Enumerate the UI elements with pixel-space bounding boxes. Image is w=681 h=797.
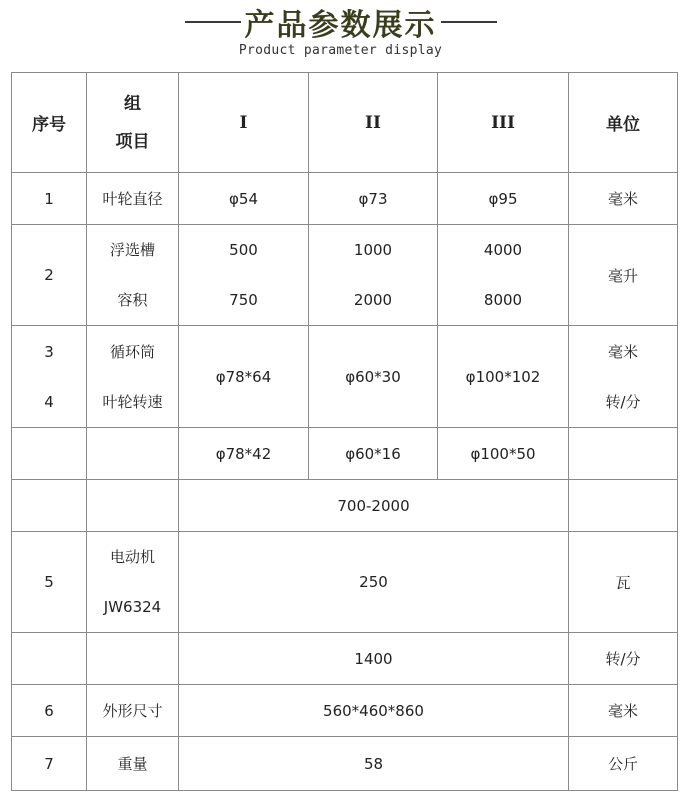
row3-value-3: φ100*102: [438, 326, 569, 428]
row3-item-line2: 叶轮转速: [102, 392, 163, 411]
page-subtitle: Product parameter display: [238, 43, 443, 58]
table-row: [12, 685, 678, 737]
row6-item: [87, 532, 179, 633]
header-seq: 序号: [12, 73, 87, 173]
row3-unit-b: 转/分: [605, 392, 641, 411]
row9-value: 58: [179, 737, 569, 791]
row1-value-1: φ54: [179, 173, 309, 225]
row2-value-3: [438, 225, 569, 326]
row3-seq-b: 4: [44, 392, 54, 411]
row5-unit: [569, 480, 678, 532]
row4-item: [87, 428, 179, 480]
table-row: [12, 173, 678, 225]
row3-unit-a: 毫米: [607, 342, 638, 361]
row8-unit: 毫米: [569, 685, 678, 737]
row4-value-3: φ100*50: [438, 428, 569, 480]
row3-unit: [569, 326, 678, 428]
row6-item-line2: JW6324: [103, 598, 162, 616]
row2-value-1a: 500: [229, 241, 258, 259]
row9-seq: 7: [12, 737, 87, 791]
row6-value: 250: [179, 532, 569, 633]
row3-value-1: φ78*64: [179, 326, 309, 428]
row8-seq: 6: [12, 685, 87, 737]
parameter-table: [11, 72, 678, 791]
row3-seq: [12, 326, 87, 428]
header-col-2: II: [309, 73, 438, 173]
row1-seq: 1: [12, 173, 87, 225]
page-title: 产品参数展示: [244, 8, 437, 43]
header-group-line2: 项目: [115, 131, 150, 152]
header-group: [87, 73, 179, 173]
table-header-row: [12, 73, 678, 173]
table-row: [12, 225, 678, 326]
table-row: [12, 633, 678, 685]
row9-item: 重量: [87, 737, 179, 791]
row2-value-2: [309, 225, 438, 326]
row4-value-2: φ60*16: [309, 428, 438, 480]
row4-unit: [569, 428, 678, 480]
header-group-line1: 组: [124, 93, 141, 114]
row3-item-line1: 循环筒: [109, 342, 155, 361]
table-row: [12, 480, 678, 532]
row2-value-3a: 4000: [483, 241, 523, 259]
title-right-rule: [441, 21, 497, 23]
row7-item: [87, 633, 179, 685]
header-unit: 单位: [569, 73, 678, 173]
title-left-rule: [185, 21, 241, 23]
row2-item-line1: 浮选槽: [109, 241, 155, 259]
row2-value-2b: 2000: [353, 291, 393, 309]
header-col-3: III: [438, 73, 569, 173]
row6-item-line1: 电动机: [109, 548, 155, 566]
row9-unit: 公斤: [569, 737, 678, 791]
row7-unit: 转/分: [569, 633, 678, 685]
row2-value-1b: 750: [229, 291, 258, 309]
row2-seq: 2: [12, 225, 87, 326]
row5-item: [87, 480, 179, 532]
table-row: [12, 532, 678, 633]
row6-unit: 瓦: [569, 532, 678, 633]
row2-unit: 毫升: [569, 225, 678, 326]
row2-value-2a: 1000: [353, 241, 393, 259]
row4-value-1: φ78*42: [179, 428, 309, 480]
row4-seq: [12, 428, 87, 480]
row2-value-3b: 8000: [483, 291, 523, 309]
row6-seq: 5: [12, 532, 87, 633]
page-header: [0, 0, 681, 66]
row7-seq: [12, 633, 87, 685]
row1-value-3: φ95: [438, 173, 569, 225]
row5-seq: [12, 480, 87, 532]
title-row: [0, 2, 681, 42]
row3-value-2: φ60*30: [309, 326, 438, 428]
row8-item: 外形尺寸: [87, 685, 179, 737]
row2-item: [87, 225, 179, 326]
row7-value: 1400: [179, 633, 569, 685]
row1-unit: 毫米: [569, 173, 678, 225]
table-row: [12, 326, 678, 428]
row5-value: 700-2000: [179, 480, 569, 532]
row8-value: 560*460*860: [179, 685, 569, 737]
row3-seq-a: 3: [44, 342, 54, 361]
row2-value-1: [179, 225, 309, 326]
row2-item-line2: 容积: [117, 291, 148, 309]
table-row: [12, 428, 678, 480]
row3-item: [87, 326, 179, 428]
header-col-1: I: [179, 73, 309, 173]
row1-value-2: φ73: [309, 173, 438, 225]
row1-item: 叶轮直径: [87, 173, 179, 225]
table-row: [12, 737, 678, 791]
